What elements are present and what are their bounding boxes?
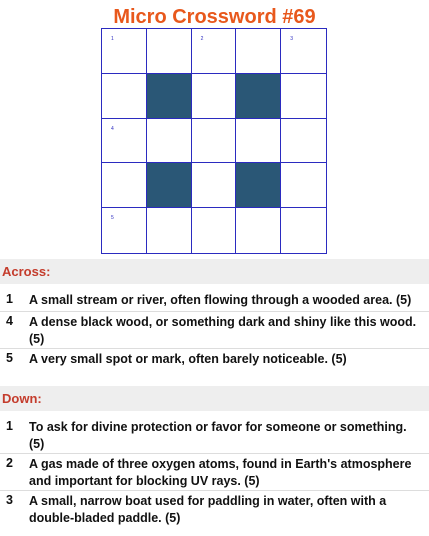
grid-cell[interactable] xyxy=(102,208,147,253)
grid-cell[interactable] xyxy=(192,208,237,253)
grid-cell-block xyxy=(147,163,192,208)
grid-cell[interactable] xyxy=(236,29,281,74)
grid-cell[interactable] xyxy=(281,163,326,208)
grid-cell[interactable] xyxy=(147,119,192,164)
clue-text: A small, narrow boat used for paddling in water, often with a double-bladed paddle. (5) xyxy=(29,494,387,525)
divider xyxy=(0,348,429,349)
grid-cell[interactable] xyxy=(236,208,281,253)
clue-text: To ask for divine protection or favor for someone or something. (5) xyxy=(29,420,407,451)
grid-cell[interactable] xyxy=(236,119,281,164)
grid-cell[interactable] xyxy=(102,29,147,74)
down-header: Down: xyxy=(0,386,429,411)
divider xyxy=(0,311,429,312)
clue-text: A dense black wood, or something dark and shiny like this wood. (5) xyxy=(29,315,417,346)
grid-cell[interactable] xyxy=(192,74,237,119)
grid-cell[interactable] xyxy=(281,74,326,119)
divider xyxy=(0,490,429,491)
clue-number: 1 xyxy=(6,419,13,433)
divider xyxy=(0,453,429,454)
grid-cell-block xyxy=(236,74,281,119)
clue-number: 1 xyxy=(6,292,13,306)
clue-number: 2 xyxy=(6,456,13,470)
clue-number: 5 xyxy=(6,351,13,365)
cell-number: 5 xyxy=(111,215,114,222)
cell-number: 1 xyxy=(111,36,114,42)
grid-cell[interactable] xyxy=(102,74,147,119)
grid-cell-block xyxy=(147,74,192,119)
cell-number: 4 xyxy=(111,125,114,132)
clue-number: 3 xyxy=(6,493,13,507)
cell-number: 2 xyxy=(200,36,204,42)
grid-cell[interactable] xyxy=(147,208,192,253)
grid-cell[interactable] xyxy=(192,29,237,74)
grid-cell-block xyxy=(236,163,281,208)
page-title: Micro Crossword #69 xyxy=(113,6,316,28)
across-header: Across: xyxy=(0,259,429,284)
grid-cell[interactable] xyxy=(102,163,147,208)
clue-number: 4 xyxy=(6,314,13,328)
grid-cell[interactable] xyxy=(192,119,237,164)
clue-text: A very small spot or mark, often barely noticeable. (5) xyxy=(29,352,347,366)
clue-text: A small stream or river, often flowing through a wooded area. (5) xyxy=(29,293,412,307)
grid-cell[interactable] xyxy=(147,29,192,74)
grid-cell[interactable] xyxy=(281,119,326,164)
grid-cell[interactable] xyxy=(281,29,326,74)
cell-number: 3 xyxy=(290,36,293,42)
grid-cell[interactable] xyxy=(192,163,237,208)
clue-text: A gas made of three oxygen atoms, found in Earth's atmosphere and important for blocking UV rays. (5) xyxy=(29,457,412,488)
grid-cell[interactable] xyxy=(281,208,326,253)
grid-cell[interactable] xyxy=(102,119,147,164)
crossword-grid xyxy=(101,28,327,254)
